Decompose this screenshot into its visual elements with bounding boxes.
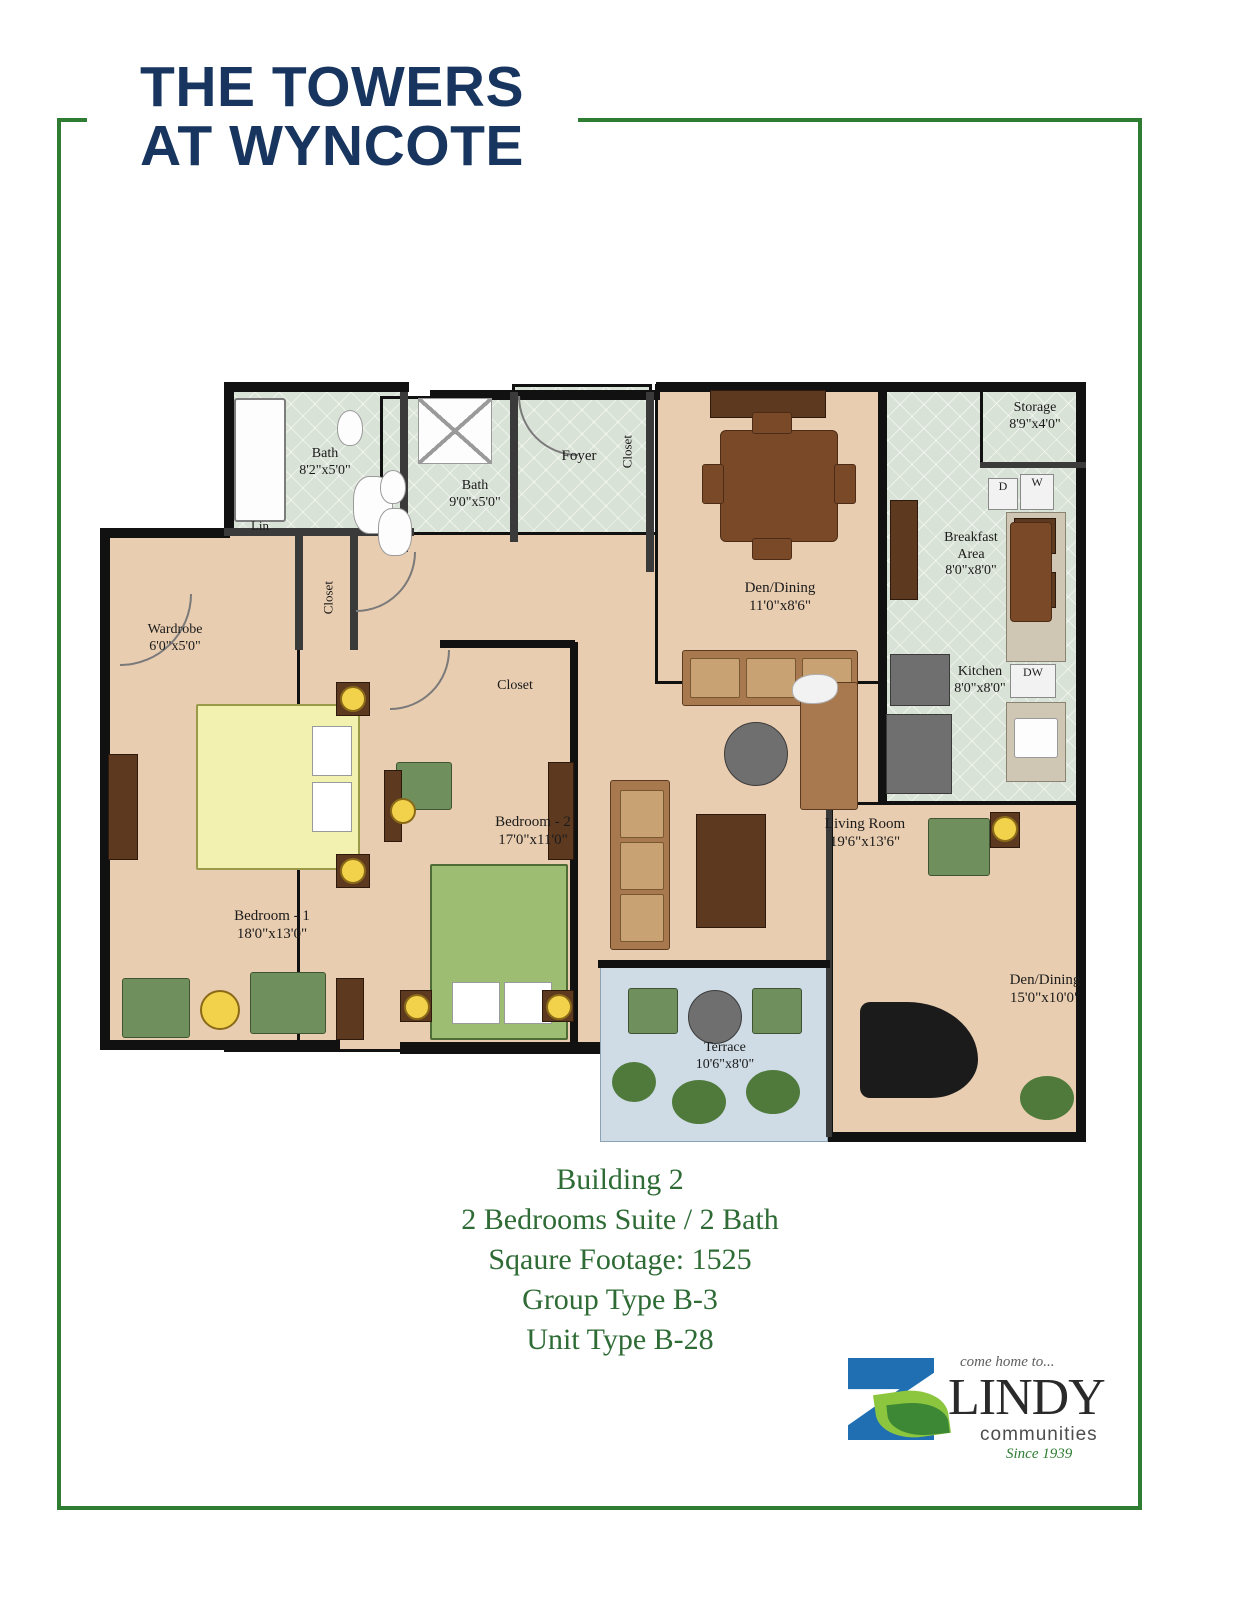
dendining2-dims: 15'0"x10'0" bbox=[1009, 989, 1081, 1006]
wall-wardrobe-right bbox=[295, 532, 303, 650]
caption-sqft: Sqaure Footage: 1525 bbox=[488, 1242, 752, 1276]
closet-bed2-name: Closet bbox=[497, 678, 533, 693]
label-bath-2 bbox=[420, 478, 530, 511]
dining-chair-1 bbox=[752, 412, 792, 434]
kitchen-dims: 8'0"x8'0" bbox=[954, 680, 1006, 696]
terrace-table bbox=[688, 990, 742, 1044]
page-border-top-right bbox=[578, 118, 1142, 122]
bedroom1-name: Bedroom - 1 bbox=[234, 908, 310, 924]
dining-chair-3 bbox=[702, 464, 724, 504]
wall-foyer-left bbox=[510, 392, 518, 542]
coffee-table-round bbox=[724, 722, 788, 786]
terrace-plant-1 bbox=[612, 1062, 656, 1102]
wall-living-bottom bbox=[598, 960, 830, 968]
armchair-bed1-left bbox=[122, 978, 190, 1038]
loveseat-cushion-1 bbox=[620, 790, 664, 838]
dendining2-name: Den/Dining bbox=[1009, 972, 1081, 988]
lin-name: Lin bbox=[250, 518, 270, 533]
bed-2-pillow-1 bbox=[452, 982, 500, 1024]
breakfast-name: Breakfast bbox=[944, 530, 998, 545]
terrace-chair-2 bbox=[752, 988, 802, 1034]
caption-unit-type: Unit Type B-28 bbox=[526, 1322, 714, 1356]
label-kitchen bbox=[920, 664, 1040, 697]
bedroom2-name: Bedroom - 2 bbox=[495, 814, 571, 830]
bath1-dims: 8'2"x5'0" bbox=[299, 462, 351, 478]
wall-foyer-right bbox=[646, 392, 654, 572]
lamp-6 bbox=[992, 816, 1018, 842]
terrace-name: Terrace bbox=[704, 1040, 746, 1055]
label-closet-wardrobe bbox=[320, 558, 335, 638]
page-border-top-left bbox=[57, 118, 87, 122]
caption-group-type: Group Type B-3 bbox=[522, 1282, 718, 1316]
lamp-3 bbox=[404, 994, 430, 1020]
dryer-label: D bbox=[998, 479, 1008, 493]
terrace-chair-1 bbox=[628, 988, 678, 1034]
wall-left-upper bbox=[224, 382, 234, 532]
label-terrace bbox=[655, 1040, 795, 1073]
storage-dims: 8'9"x4'0" bbox=[1009, 416, 1061, 432]
label-bedroom-1 bbox=[182, 908, 362, 943]
label-storage bbox=[980, 400, 1090, 433]
lamp-4 bbox=[546, 994, 572, 1020]
floorplan bbox=[100, 382, 1100, 1152]
closet-wardrobe-name: Closet bbox=[320, 581, 336, 615]
wall-bed2-top bbox=[440, 640, 575, 648]
label-dendining-1 bbox=[710, 580, 850, 615]
floor-lamp-bed1 bbox=[200, 990, 240, 1030]
sofa-cushion-1 bbox=[690, 658, 740, 698]
dining-chair-2 bbox=[752, 538, 792, 560]
closet-foyer-name: Closet bbox=[619, 435, 635, 469]
refrigerator bbox=[886, 714, 952, 794]
kitchen-sink bbox=[1014, 718, 1058, 758]
dog bbox=[792, 674, 838, 704]
foyer-name: Foyer bbox=[561, 448, 597, 464]
wall-bottom-bed1 bbox=[100, 1040, 340, 1050]
wall-top-left bbox=[224, 382, 409, 392]
living-name: Living Room bbox=[824, 816, 906, 832]
wall-bottom-bed2 bbox=[400, 1042, 600, 1054]
wall-dendining-left bbox=[826, 802, 832, 1137]
loveseat-cushion-2 bbox=[620, 842, 664, 890]
lamp-2 bbox=[340, 858, 366, 884]
bed-1-pillow-1 bbox=[312, 726, 352, 776]
bath2-dims: 9'0"x5'0" bbox=[449, 494, 501, 510]
caption-building: Building 2 bbox=[556, 1163, 684, 1196]
label-bedroom-2 bbox=[448, 814, 618, 849]
label-foyer bbox=[524, 448, 634, 466]
dining-chair-4 bbox=[834, 464, 856, 504]
label-breakfast-area bbox=[906, 530, 1036, 580]
dresser-bed1 bbox=[108, 754, 138, 860]
label-lin bbox=[230, 518, 290, 533]
label-wardrobe bbox=[110, 622, 240, 655]
logo-tagline: come home to... bbox=[960, 1354, 1055, 1370]
toilet-1 bbox=[337, 410, 363, 446]
dining-table-1 bbox=[720, 430, 838, 542]
loveseat-cushion-3 bbox=[620, 894, 664, 942]
logo-wordmark: LINDY bbox=[948, 1369, 1105, 1426]
label-living-room bbox=[780, 816, 950, 851]
title-line-2: AT WYNCOTE bbox=[140, 114, 524, 179]
kitchen-name: Kitchen bbox=[957, 664, 1003, 679]
label-dendining-2 bbox=[960, 972, 1130, 1007]
armchair-bed1-right bbox=[250, 972, 326, 1034]
dryer bbox=[988, 478, 1018, 510]
plan-caption bbox=[0, 1160, 1240, 1359]
label-closet-bed2 bbox=[460, 678, 570, 695]
title-line-1: THE TOWERS bbox=[140, 55, 524, 119]
sink-2 bbox=[378, 508, 412, 556]
bedroom2-dims: 17'0"x11'0" bbox=[498, 831, 568, 848]
shower-stall-x bbox=[418, 398, 492, 464]
wall-kitchen-left bbox=[878, 392, 886, 802]
breakfast-dims: 8'0"x8'0" bbox=[945, 563, 997, 579]
dendining1-name: Den/Dining bbox=[744, 580, 816, 596]
dishwasher-label: DW bbox=[1023, 665, 1043, 679]
bath2-name: Bath bbox=[461, 478, 489, 493]
wall-bottom-right bbox=[828, 1132, 1086, 1142]
logo-since: Since 1939 bbox=[1006, 1446, 1073, 1462]
lamp-1 bbox=[340, 686, 366, 712]
wall-right-outer bbox=[1076, 382, 1086, 1142]
bench-bed1 bbox=[336, 978, 364, 1040]
bath1-name: Bath bbox=[311, 446, 339, 461]
terrace-dims: 10'6"x8'0" bbox=[695, 1056, 755, 1072]
wardrobe-name: Wardrobe bbox=[147, 622, 203, 637]
bedroom1-dims: 18'0"x13'0" bbox=[236, 925, 308, 942]
sofa-cushion-2 bbox=[746, 658, 796, 698]
label-bath-1 bbox=[270, 446, 380, 479]
washer-label: W bbox=[1031, 475, 1043, 489]
breakfast-name-2: Area bbox=[957, 546, 985, 562]
wall-left-jog bbox=[100, 528, 230, 538]
caption-bedbath: 2 Bedrooms Suite / 2 Bath bbox=[461, 1202, 779, 1236]
wardrobe-dims: 6'0"x5'0" bbox=[149, 638, 201, 654]
page-title bbox=[140, 55, 600, 179]
terrace-plant-2 bbox=[672, 1080, 726, 1124]
washer bbox=[1020, 474, 1054, 510]
label-closet-foyer bbox=[619, 407, 634, 497]
lindy-logo bbox=[848, 1350, 1105, 1462]
lamp-5 bbox=[390, 798, 416, 824]
plant-den2 bbox=[1020, 1076, 1074, 1120]
storage-name: Storage bbox=[1013, 400, 1057, 415]
media-console bbox=[696, 814, 766, 928]
logo-subtitle: communities bbox=[980, 1424, 1098, 1445]
terrace-plant-3 bbox=[746, 1070, 800, 1114]
wall-storage-bottom bbox=[980, 462, 1086, 468]
toilet-2 bbox=[380, 470, 406, 504]
bed-1-pillow-2 bbox=[312, 782, 352, 832]
living-dims: 19'6"x13'6" bbox=[829, 833, 901, 850]
dendining1-dims: 11'0"x8'6" bbox=[748, 597, 812, 614]
